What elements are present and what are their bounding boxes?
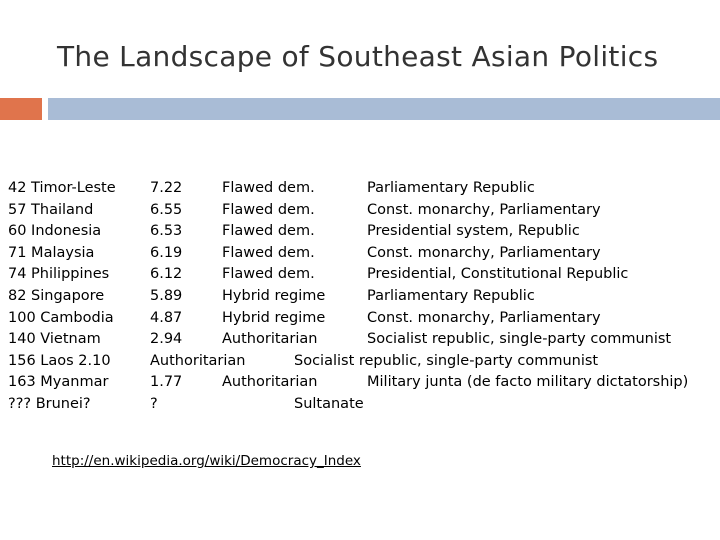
table-row [0, 308, 720, 330]
rank-country: 42 Timor-Leste [8, 180, 116, 196]
government-type: Const. monarchy, Parliamentary [367, 201, 601, 218]
rank-country: 71 Malaysia [8, 244, 95, 261]
index-score: 6.55 [150, 201, 183, 218]
regime-type: Hybrid regime [222, 309, 326, 326]
index-score: 4.87 [150, 309, 183, 326]
table-row [0, 372, 720, 394]
rank-country: 57 Thailand [8, 201, 94, 218]
rank-country: 74 Philippines [8, 266, 110, 283]
rank-country: 60 Indonesia [8, 223, 102, 240]
regime-type: Hybrid regime [222, 287, 326, 304]
slide-title: The Landscape of Southeast Asian Politics [57, 40, 659, 73]
table-row [0, 394, 720, 416]
index-score: 1.77 [150, 374, 183, 391]
index-score: 5.89 [150, 287, 183, 304]
rank-country: 156 Laos 2.10 [8, 352, 111, 369]
government-type: Socialist republic, single-party communist [367, 331, 672, 348]
index-score: 6.19 [150, 244, 183, 261]
rank-country: 163 Myanmar [8, 374, 109, 391]
government-type: Military junta (de facto military dictatorship) [367, 374, 689, 391]
table-row [0, 200, 720, 222]
accent-bar-blue [48, 98, 720, 120]
government-type: Presidential, Constitutional Republic [367, 266, 629, 283]
table-row [0, 329, 720, 351]
accent-bar-orange [0, 98, 42, 120]
government-type: Const. monarchy, Parliamentary [367, 244, 601, 261]
government-type: Parliamentary Republic [367, 287, 535, 304]
regime-type: Authoritarian [222, 331, 318, 348]
government-type: Const. monarchy, Parliamentary [367, 309, 601, 326]
government-type: Parliamentary Republic [367, 180, 535, 196]
table-row [0, 221, 720, 243]
country-table [0, 178, 720, 416]
index-score: ? [150, 395, 158, 412]
table-row [0, 286, 720, 308]
regime-type: Flawed dem. [222, 244, 315, 261]
index-score: Authoritarian [150, 352, 246, 369]
source-link[interactable]: http://en.wikipedia.org/wiki/Democracy_Index [52, 453, 361, 469]
table-row [0, 351, 720, 373]
index-score: 6.53 [150, 223, 183, 240]
table-row [0, 178, 720, 200]
regime-type: Socialist republic, single-party communist [294, 352, 599, 369]
rank-country: 100 Cambodia [8, 309, 114, 326]
regime-type: Sultanate [294, 395, 364, 412]
regime-type: Flawed dem. [222, 223, 315, 240]
government-type: Presidential system, Republic [367, 223, 580, 240]
index-score: 2.94 [150, 331, 183, 348]
regime-type: Authoritarian [222, 374, 318, 391]
index-score: 6.12 [150, 266, 183, 283]
table-row [0, 264, 720, 286]
regime-type: Flawed dem. [222, 266, 315, 283]
rank-country: 82 Singapore [8, 287, 105, 304]
regime-type: Flawed dem. [222, 201, 315, 218]
table-row [0, 243, 720, 265]
regime-type: Flawed dem. [222, 180, 315, 196]
rank-country: ??? Brunei? [8, 395, 91, 412]
index-score: 7.22 [150, 180, 183, 196]
rank-country: 140 Vietnam [8, 331, 101, 348]
